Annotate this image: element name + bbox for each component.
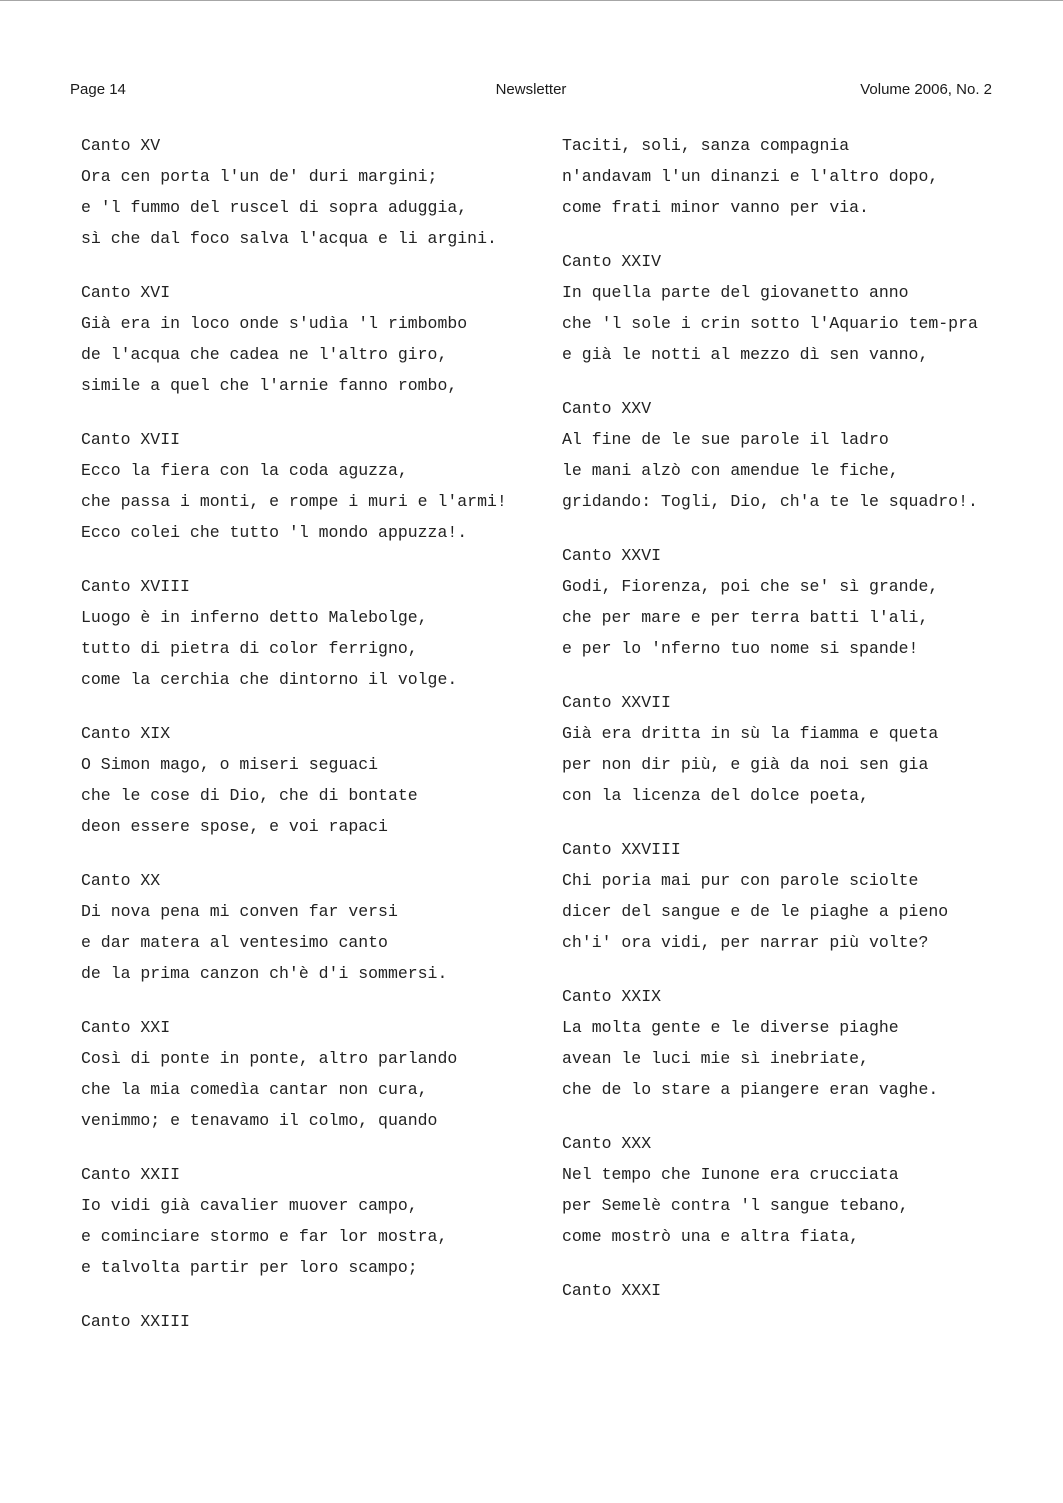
verse-line: che la mia comedìa cantar non cura, [81, 1080, 428, 1099]
canto-block [81, 428, 546, 544]
verse-line: deon essere spose, e voi rapaci [81, 817, 388, 836]
verse-line: che le cose di Dio, che di bontate [81, 786, 418, 805]
verse-line: e già le notti al mezzo dì sen vanno, [562, 345, 929, 364]
verse-line: de la prima canzon ch'è d'i sommersi. [81, 964, 448, 983]
canto-block [81, 869, 546, 985]
canto-block [562, 544, 992, 660]
verse-line: Nel tempo che Iunone era crucciata [562, 1165, 899, 1184]
canto-block [562, 134, 992, 219]
verse-line: n'andavam l'un dinanzi e l'altro dopo, [562, 167, 939, 186]
canto-block [81, 134, 546, 250]
verse-line: tutto di pietra di color ferrigno, [81, 639, 418, 658]
verse-line: Così di ponte in ponte, altro parlando [81, 1049, 458, 1068]
verse-line: come mostrò una e altra fiata, [562, 1227, 860, 1246]
canto-title: Canto XXIII [81, 1312, 190, 1331]
canto-title: Canto XXI [81, 1018, 171, 1037]
verse-line: gridando: Togli, Dio, ch'a te le squadro!. [562, 492, 978, 511]
canto-title: Canto XXXI [562, 1281, 662, 1300]
canto-block [562, 250, 992, 366]
canto-block [562, 691, 992, 807]
canto-title: Canto XXII [81, 1165, 181, 1184]
verse-line: de l'acqua che cadea ne l'altro giro, [81, 345, 448, 364]
canto-block [562, 1132, 992, 1248]
canto-block [562, 397, 992, 513]
canto-title: Canto XXVI [562, 546, 662, 565]
verse-line: e 'l fummo del ruscel di sopra aduggia, [81, 198, 468, 217]
verse-line: come frati minor vanno per via. [562, 198, 869, 217]
page-header [70, 81, 992, 101]
verse-line: per Semelè contra 'l sangue tebano, [562, 1196, 909, 1215]
verse-line: che 'l sole i crin sotto l'Aquario tem-pra [562, 314, 978, 333]
canto-title: Canto XVI [81, 283, 171, 302]
verse-line: e cominciare stormo e far lor mostra, [81, 1227, 448, 1246]
canto-block [81, 1016, 546, 1132]
canto-title: Canto XXVII [562, 693, 671, 712]
verse-line: La molta gente e le diverse piaghe [562, 1018, 899, 1037]
right-text-column [562, 134, 992, 1333]
canto-block [81, 575, 546, 691]
verse-line: Io vidi già cavalier muover campo, [81, 1196, 418, 1215]
canto-title: Canto XXVIII [562, 840, 681, 859]
verse-line: dicer del sangue e de le piaghe a pieno [562, 902, 949, 921]
canto-block [562, 1279, 992, 1302]
verse-line: le mani alzò con amendue le fiche, [562, 461, 899, 480]
verse-line: avean le luci mie sì inebriate, [562, 1049, 869, 1068]
canto-block [81, 1310, 546, 1333]
canto-title: Canto XVIII [81, 577, 190, 596]
verse-line: O Simon mago, o miseri seguaci [81, 755, 379, 774]
canto-title: Canto XX [81, 871, 161, 890]
verse-line: Già era dritta in sù la fiamma e queta [562, 724, 939, 743]
verse-line: e talvolta partir per loro scampo; [81, 1258, 418, 1277]
verse-line: Luogo è in inferno detto Malebolge, [81, 608, 428, 627]
verse-line: Ecco la fiera con la coda aguzza, [81, 461, 408, 480]
verse-line: ch'i' ora vidi, per narrar più volte? [562, 933, 929, 952]
verse-line: In quella parte del giovanetto anno [562, 283, 909, 302]
verse-line: Di nova pena mi conven far versi [81, 902, 398, 921]
canto-block [81, 1163, 546, 1279]
verse-line: Al fine de le sue parole il ladro [562, 430, 889, 449]
verse-line: venimmo; e tenavamo il colmo, quando [81, 1111, 438, 1130]
verse-line: che de lo stare a piangere eran vaghe. [562, 1080, 939, 1099]
left-text-column [81, 134, 546, 1364]
verse-line: che passa i monti, e rompe i muri e l'armi! [81, 492, 507, 511]
verse-line: Già era in loco onde s'udìa 'l rimbombo [81, 314, 468, 333]
canto-title: Canto XVII [81, 430, 181, 449]
verse-line: Taciti, soli, sanza compagnia [562, 136, 850, 155]
canto-title: Canto XIX [81, 724, 171, 743]
canto-title: Canto XXIV [562, 252, 662, 271]
top-border-rule [0, 0, 1063, 1]
verse-line: Chi poria mai pur con parole sciolte [562, 871, 919, 890]
volume-label: Volume 2006, No. 2 [860, 81, 992, 98]
verse-line: Ecco colei che tutto 'l mondo appuzza!. [81, 523, 468, 542]
canto-block [81, 281, 546, 397]
verse-line: e dar matera al ventesimo canto [81, 933, 388, 952]
verse-line: con la licenza del dolce poeta, [562, 786, 869, 805]
verse-line: Ora cen porta l'un de' duri margini; [81, 167, 438, 186]
canto-block [562, 838, 992, 954]
newsletter-title: Newsletter [495, 81, 567, 98]
page-number: Page 14 [70, 81, 126, 98]
verse-line: Godi, Fiorenza, poi che se' sì grande, [562, 577, 939, 596]
canto-title: Canto XV [81, 136, 161, 155]
verse-line: e per lo 'nferno tuo nome si spande! [562, 639, 919, 658]
canto-block [81, 722, 546, 838]
canto-block [562, 985, 992, 1101]
verse-line: che per mare e per terra batti l'ali, [562, 608, 929, 627]
canto-title: Canto XXX [562, 1134, 652, 1153]
verse-line: sì che dal foco salva l'acqua e li argini. [81, 229, 497, 248]
verse-line: per non dir più, e già da noi sen gia [562, 755, 929, 774]
canto-title: Canto XXV [562, 399, 652, 418]
verse-line: simile a quel che l'arnie fanno rombo, [81, 376, 458, 395]
verse-line: come la cerchia che dintorno il volge. [81, 670, 458, 689]
canto-title: Canto XXIX [562, 987, 662, 1006]
